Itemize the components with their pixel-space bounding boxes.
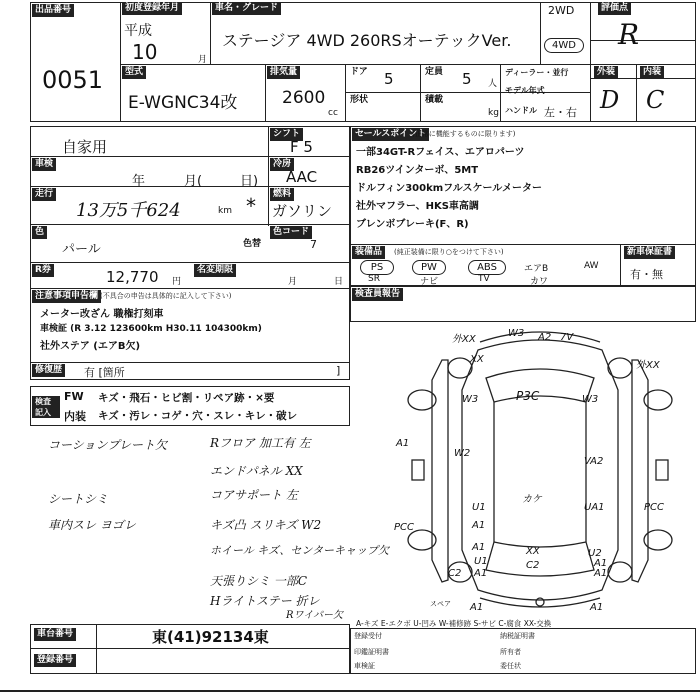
note-r-floor: Rフロア 加工有 左 (210, 436, 311, 450)
mark-w3-top: W3 (508, 328, 525, 339)
car-damage-diagram (390, 320, 696, 620)
equipment-label: 装備品 (352, 246, 385, 259)
car-name: ステージア 4WD 260RSオーテックVer. (222, 31, 512, 50)
mark-w2: W2 (454, 448, 471, 459)
reg-receipt-label: 登録受付 (354, 632, 382, 640)
mileage-unit: km (218, 206, 232, 216)
shift-label: シフト (270, 128, 303, 141)
mark-va2: VA2 (584, 456, 604, 467)
drive-2wd: 2WD (548, 4, 575, 17)
mark-a1-left-4: A1 (474, 568, 488, 579)
equipment-aw: AW (584, 261, 599, 271)
notes-header: 注意事項申告欄 (32, 290, 101, 303)
color-change-label: 色替 (243, 239, 262, 249)
mark-a1-bottom-left: A1 (470, 602, 484, 613)
mark-a1-left: A1 (396, 438, 410, 449)
usage-value: 自家用 (62, 138, 108, 156)
sales-points-label: セールスポイント (352, 128, 429, 141)
drive-4wd-circled: 4WD (544, 38, 584, 53)
inner-label: 内装 (64, 410, 86, 423)
inspection-year-unit: 年 (132, 174, 146, 189)
fuel-label: 燃料 (270, 188, 294, 201)
inspection-label: 車検 (32, 158, 56, 171)
equipment-navi: ナビ (420, 277, 439, 287)
fuel-value: ガソリン (272, 202, 333, 220)
sales-point-item: RB26ツインターボ、5MT (356, 165, 479, 176)
color-code-label: 色コード (270, 226, 312, 239)
proxy-label: 委任状 (500, 662, 521, 670)
era: 平成 (124, 23, 152, 39)
note-scratches: キズ凸 スリキズ W2 (210, 518, 322, 532)
tax-label: 納税証明書 (500, 632, 535, 640)
capacity-unit: 人 (488, 79, 498, 89)
displacement-value: 2600 (282, 88, 326, 108)
new-car-label: 新車保証書 (624, 246, 675, 259)
equipment-sub: (純正装備に限り○をつけて下さい) (394, 248, 504, 256)
mark-a1-right: A1 (594, 568, 608, 579)
sales-points-sub: (正常に機能するものに限ります) (412, 130, 516, 138)
name-change-month: 月 (288, 277, 298, 287)
damage-codes: A-キズ E-エクボ U-凹み W-補修跡 S-サビ C-腐食 XX-交換 (356, 619, 552, 628)
doors-label: ドア (350, 67, 368, 77)
equipment-tv: TV (478, 274, 490, 284)
interior-label: 内装 (640, 66, 664, 79)
mark-pcc-left: PCC (394, 522, 414, 533)
handle-label: ハンドル (505, 106, 537, 115)
sales-point-item: 社外マフラー、HKS車高調 (356, 201, 479, 212)
inspection-day-unit: 日) (240, 174, 259, 189)
mark-p3c: P3C (516, 389, 540, 403)
month-unit: 月 (198, 55, 208, 65)
shaken-label: 車検証 (354, 662, 375, 670)
mark-c2-center: C2 (526, 560, 540, 571)
mark-ua1: UA1 (584, 502, 605, 513)
mark-u1-left: U1 (472, 502, 486, 513)
mark-7v: 7V (560, 332, 574, 343)
mileage-value: 13万5千624 (76, 200, 181, 221)
note-headlight-stay: Hライトステー 折レ (210, 594, 320, 608)
lot-number: 0051 (42, 66, 104, 94)
handle-value: 左・右 (544, 106, 577, 119)
recycle-amount: 12,770 (106, 268, 159, 286)
repair-close: ] (336, 364, 341, 377)
sales-point-item: ブレンボブレーキ(F、R) (356, 219, 469, 230)
mileage-mark: * (246, 194, 256, 218)
score-label: 評価点 (598, 2, 631, 15)
new-car-value: 有・無 (630, 268, 663, 281)
mark-a2-top: A2 (538, 332, 552, 343)
mark-xx-center: XX (526, 546, 540, 557)
displacement-label: 排気量 (267, 66, 300, 79)
model-year-label: モデル年式 (505, 86, 545, 95)
equipment-leather: カワ (530, 277, 549, 287)
mark-u1-left-2: U1 (474, 556, 488, 567)
mark-a1-bottom-right: A1 (590, 602, 604, 613)
mark-a1-right-2: A1 (594, 558, 608, 569)
car-name-label: 車名・グレード (212, 2, 281, 15)
mark-w3-left: W3 (462, 394, 479, 405)
inspection-month-unit: 月( (184, 174, 203, 189)
displacement-unit: cc (328, 108, 338, 118)
mark-u2-right: U2 (588, 548, 602, 559)
note-end-panel: エンドパネル XX (210, 464, 303, 478)
interior-grade: C (646, 86, 665, 114)
mark-chip: カケ (522, 494, 542, 505)
note-seat-stain: シートシミ (48, 492, 109, 506)
owner-label: 所有者 (500, 648, 521, 656)
doors-value: 5 (384, 70, 394, 88)
mileage-label: 走行 (32, 188, 56, 201)
reg-label: 登録番号 (34, 654, 76, 667)
note-caution-plate: コーションプレート欠 (48, 438, 168, 452)
equipment-ps: PS (360, 260, 394, 275)
reg-year: 10 (132, 40, 158, 64)
outer-items: キズ・飛石・ヒビ割・リペア跡・×要 (98, 392, 275, 404)
mark-xx-outer-right: 外XX (636, 360, 660, 371)
note-core-support: コアサポート 左 (210, 488, 298, 502)
name-change-day: 日 (334, 277, 344, 287)
load-label: 積載 (425, 95, 444, 105)
inspector-report-label: 検査員報告 (352, 288, 403, 301)
lot-number-label: 出品番号 (32, 4, 74, 17)
recycle-label: R券 (32, 264, 54, 277)
dealer-label: ディーラー・並行 (505, 68, 569, 77)
seal-label: 印鑑証明書 (354, 648, 389, 656)
name-change-label: 名変期限 (194, 264, 236, 277)
equipment-abs: ABS (468, 260, 506, 275)
note-headliner: 天張りシミ 一部C (210, 574, 307, 588)
mark-xx-outer-left: 外XX (452, 334, 476, 345)
score-value: R (618, 18, 640, 51)
sales-point-item: ドルフィン300kmフルスケールメーター (356, 183, 542, 194)
repair-label: 修復歴 (32, 364, 65, 377)
load-unit: kg (488, 108, 499, 118)
reg-number: 東(41)92134東 (152, 628, 269, 646)
equipment-airbag: エアB (524, 264, 549, 274)
mark-pcc-right: PCC (644, 502, 664, 513)
color-code-value: 7 (310, 238, 317, 251)
equipment-pw: PW (412, 260, 446, 275)
fw-label: FW (64, 390, 84, 403)
capacity-label: 定員 (425, 67, 444, 77)
color-label: 色 (32, 226, 47, 239)
equipment-sr: SR (368, 274, 380, 284)
chassis-label: 車台番号 (34, 628, 76, 641)
notes-line-2: 車検証 (R 3.12 123600km H30.11 104300km) (40, 324, 262, 334)
sales-point-item: 一部34GT-Rフェイス、エアロパーツ (356, 147, 525, 158)
note-rear-wiper: Rワイパー欠 (286, 610, 344, 621)
capacity-value: 5 (462, 70, 472, 88)
model-label: 型式 (122, 66, 146, 79)
note-wheel: ホイール キズ、センターキャップ欠 (210, 544, 389, 557)
note-interior-wear: 車内スレ ヨゴレ (48, 518, 136, 532)
notes-subheader: (不具合の申告は具体的に記入して下さい) (100, 292, 232, 300)
repair-value: 有 [箇所 (84, 366, 125, 379)
shift-value: F 5 (290, 138, 313, 156)
mark-c2-left: C2 (448, 568, 462, 579)
model-value: E-WGNC34改 (128, 93, 238, 113)
inspection-notes-label: 検査記入 (32, 396, 60, 418)
mark-a1-left-2: A1 (472, 520, 486, 531)
mark-w3-right: W3 (582, 394, 599, 405)
recycle-unit: 円 (172, 277, 182, 287)
exterior-grade: D (600, 86, 620, 114)
mark-a1-left-3: A1 (472, 542, 486, 553)
color-value: パール (62, 242, 101, 257)
notes-line-3: 社外ステア (エアB欠) (40, 341, 141, 352)
mark-spare: スペア (430, 600, 451, 608)
sales-points-list (356, 144, 542, 234)
mark-xx-top: XX (470, 354, 484, 365)
inner-items: キズ・汚レ・コゲ・穴・スレ・キレ・破レ (98, 410, 298, 422)
exterior-label: 外装 (594, 66, 618, 79)
notes-line-1: メーター改ざん 職権打刻車 (40, 309, 164, 320)
ac-label: 冷房 (270, 158, 294, 171)
ac-value: AAC (286, 168, 318, 186)
shape-label: 形状 (350, 95, 369, 105)
first-reg-label: 初度登録年月 (122, 2, 182, 15)
